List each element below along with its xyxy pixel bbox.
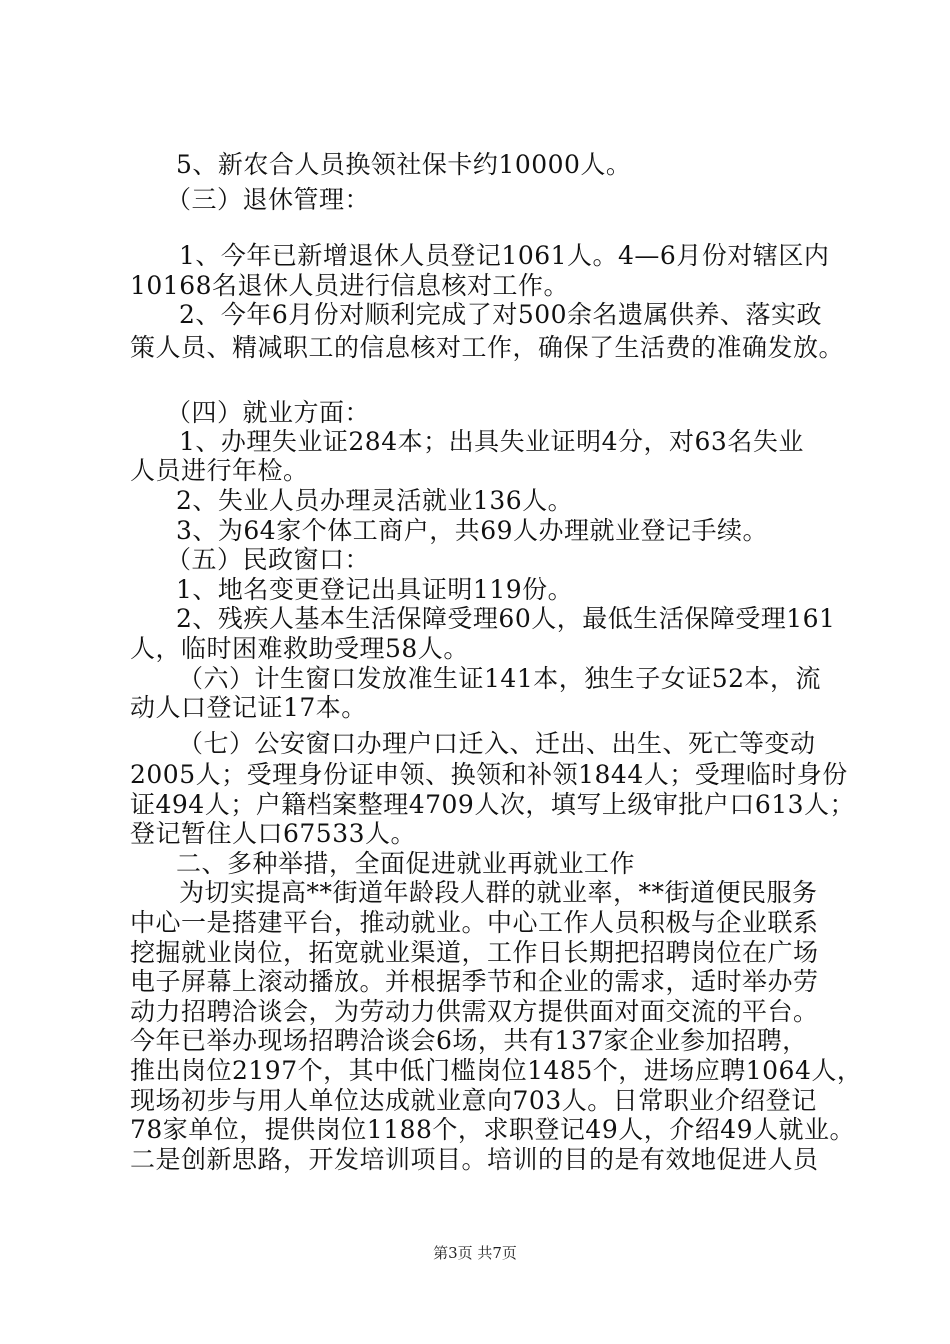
- text-line: 动力招聘洽谈会，为劳动力供需双方提供面对面交流的平台。: [130, 997, 819, 1026]
- text-line: 推出岗位2197个，其中低门槛岗位1485个，进场应聘1064人，: [130, 1056, 863, 1085]
- text-line: （六）计生窗口发放准生证141本，独生子女证52本，流: [178, 664, 822, 693]
- text-line: 中心一是搭建平台，推动就业。中心工作人员积极与企业联系: [130, 908, 819, 937]
- text-line: 5、新农合人员换领社保卡约10000人。: [176, 150, 632, 179]
- text-line: 动人口登记证17本。: [130, 693, 367, 722]
- text-line: 电子屏幕上滚动播放。并根据季节和企业的需求，适时举办劳: [130, 967, 819, 996]
- text-line: 策人员、精减职工的信息核对工作，确保了生活费的准确发放。: [130, 333, 845, 362]
- text-line: 2、今年6月份对顺利完成了对500余名遗属供养、落实政: [179, 300, 823, 329]
- text-line: 现场初步与用人单位达成就业意向703人。日常职业介绍登记: [130, 1086, 817, 1115]
- text-line: （五）民政窗口：: [166, 545, 371, 574]
- section-heading: 二、多种举措，全面促进就业再就业工作: [176, 849, 636, 878]
- text-line: 78家单位，提供岗位1188个，求职登记49人，介绍49人就业。: [130, 1115, 856, 1144]
- text-line: 1、地名变更登记出具证明119份。: [176, 575, 574, 604]
- text-line: （三）退休管理：: [166, 185, 371, 214]
- text-line: 人，临时困难救助受理58人。: [130, 634, 469, 663]
- text-line: 1、今年已新增退休人员登记1061人。4—6月份对辖区内: [179, 241, 830, 270]
- page-number-footer: 第3页 共7页: [433, 1244, 517, 1262]
- text-line: 2005人；受理身份证申领、换领和补领1844人；受理临时身份: [130, 760, 848, 789]
- text-line: 为切实提高**街道年龄段人群的就业率，**街道便民服务: [179, 878, 818, 907]
- text-line: 3、为64家个体工商户，共69人办理就业登记手续。: [176, 516, 769, 545]
- text-line: 证494人；户籍档案整理4709人次，填写上级审批户口613人；: [130, 790, 856, 819]
- text-line: 人员进行年检。: [130, 456, 309, 485]
- text-line: 2、失业人员办理灵活就业136人。: [176, 486, 574, 515]
- text-line: 挖掘就业岗位，拓宽就业渠道，工作日长期把招聘岗位在广场: [130, 938, 819, 967]
- text-line: 10168名退休人员进行信息核对工作。: [130, 271, 570, 300]
- text-line: 登记暂住人口67533人。: [130, 819, 417, 848]
- text-line: 2、残疾人基本生活保障受理60人，最低生活保障受理161: [176, 604, 836, 633]
- text-line: 二是创新思路，开发培训项目。培训的目的是有效地促进人员: [130, 1145, 819, 1174]
- text-line: 1、办理失业证284本；出具失业证明4分，对63名失业: [179, 427, 804, 456]
- text-line: （四）就业方面：: [166, 398, 371, 427]
- text-line: （七）公安窗口办理户口迁入、迁出、出生、死亡等变动: [178, 729, 816, 758]
- text-line: 今年已举办现场招聘洽谈会6场，共有137家企业参加招聘，: [130, 1026, 808, 1055]
